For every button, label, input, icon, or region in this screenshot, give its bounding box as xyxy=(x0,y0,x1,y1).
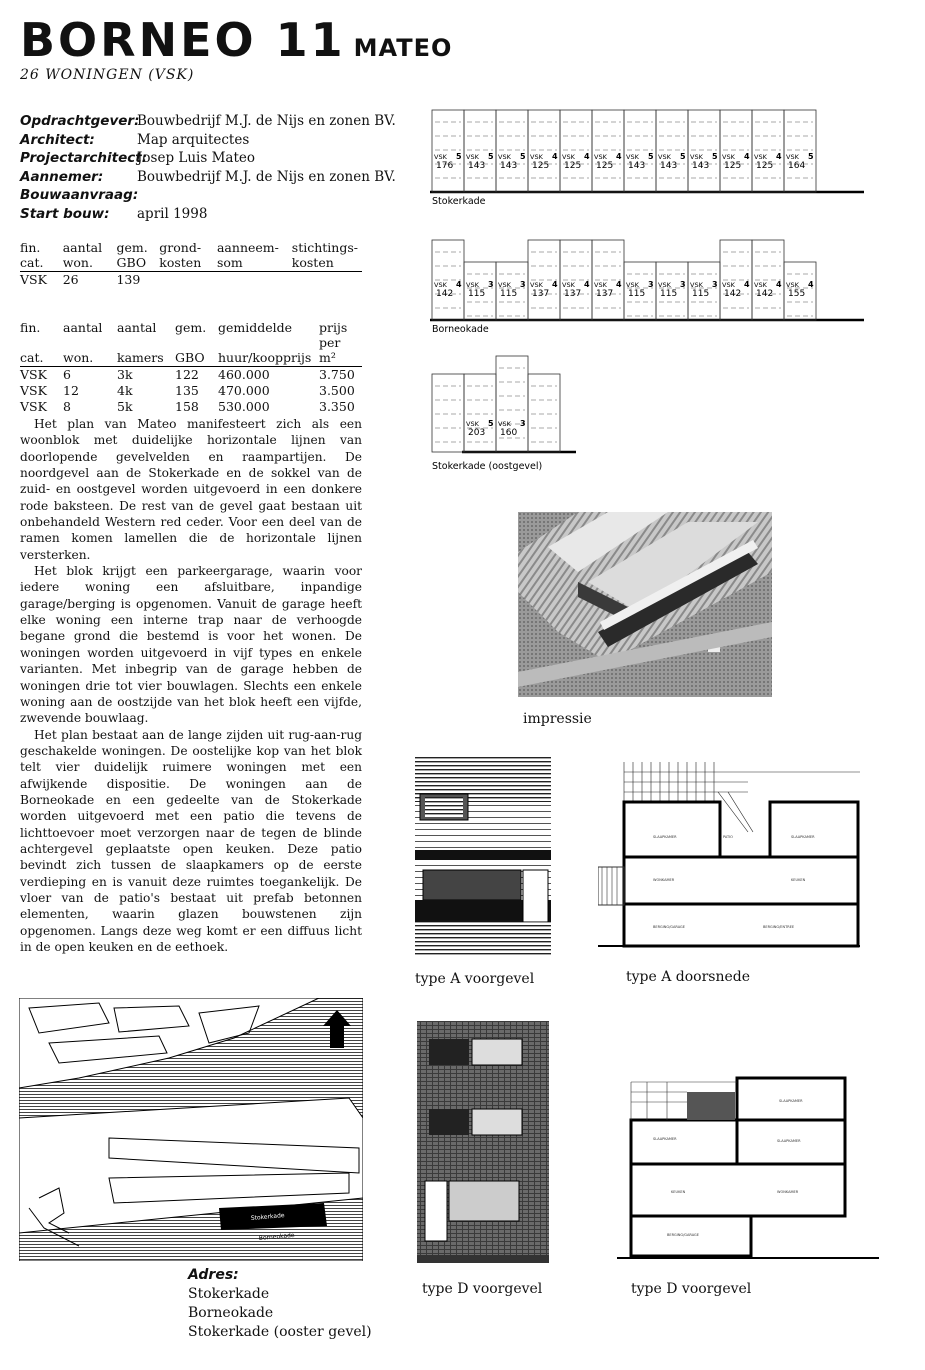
unit-gbo: 125 xyxy=(532,161,550,171)
credit-row xyxy=(20,205,370,224)
unit-gbo: 160 xyxy=(500,428,518,438)
table-cell: 26 xyxy=(62,272,79,287)
svg-text:BERGING/GARAGE: BERGING/GARAGE xyxy=(667,1233,699,1237)
unit-category: VSK xyxy=(722,281,735,289)
map-label: Stokerkade xyxy=(250,1212,285,1222)
table-cell: 3.750 xyxy=(319,367,355,382)
svg-text:SLAAPKAMER: SLAAPKAMER xyxy=(777,1139,801,1143)
unit-cell xyxy=(432,110,464,192)
credits-list xyxy=(20,112,396,223)
unit-rooms: 5 xyxy=(712,152,718,161)
address-heading: Adres: xyxy=(188,1267,239,1283)
svg-text:SLAAPKAMER: SLAAPKAMER xyxy=(653,835,677,839)
type-d-voorgevel-drawing xyxy=(417,1021,549,1263)
unit-category: VSK xyxy=(466,420,479,428)
unit-outline xyxy=(752,110,784,192)
price-table xyxy=(20,320,362,415)
unit-outline xyxy=(432,110,464,192)
unit-cell xyxy=(496,262,528,320)
credit-label: Opdrachtgever: xyxy=(20,113,140,129)
unit-cell xyxy=(688,110,720,192)
svg-text:BERGING/ENTREE: BERGING/ENTREE xyxy=(763,925,795,929)
column-header: won. xyxy=(63,335,117,367)
unit-category: VSK xyxy=(690,153,703,161)
unit-cell xyxy=(656,262,688,320)
impressie-photo xyxy=(518,512,772,697)
unit-gbo: 115 xyxy=(468,289,486,299)
credit-value: Bouwbedrijf M.J. de Nijs en zonen BV. xyxy=(137,113,396,129)
unit-category: VSK xyxy=(594,153,607,161)
column-header: prijs xyxy=(319,320,348,335)
column-header: fin. xyxy=(20,320,41,335)
type-a-voorgevel-caption: type A voorgevel xyxy=(415,971,535,987)
unit-category: VSK xyxy=(786,281,799,289)
table-row xyxy=(20,399,362,415)
unit-outline xyxy=(560,110,592,192)
unit-rooms: 4 xyxy=(616,152,622,161)
column-header: won. xyxy=(63,255,117,272)
unit-category: VSK xyxy=(754,281,767,289)
paragraph: Het plan bestaat aan de lange zijden uit rug-aan-rug geschakelde woningen. De oostelijke kop van het blok telt vier duidelijk ruimere woningen met een afwijkende dispositie. De woningen aan de Borneokade en een gedeelte van de Stokerkade worden uitgevoerd met een patio die tevens de lichttoevoer moet verzorgen naar de tegen de blinde achtergevel geplaatste open keuken. Deze patio bevindt zich tussen de slaapkamers op de eerste verdieping en is vanuit deze ruimtes toegankelijk. De vloer van de patio's bestaat uit prefab betonnen elementen, waarin glazen bouwstenen zijn opgenomen. Langs deze weg komt er een diffuus licht in de open keuken en de eethoek. xyxy=(20,727,362,954)
table-cell: 122 xyxy=(175,367,199,382)
elevation-label: Borneokade xyxy=(432,324,489,335)
unit-rooms: 4 xyxy=(808,280,814,289)
unit-gbo: 115 xyxy=(692,289,710,299)
body-text xyxy=(20,416,362,955)
column-header: huur/koopprijs xyxy=(218,335,319,367)
table-cell: 139 xyxy=(116,272,141,287)
column-header: grond- xyxy=(159,240,202,255)
unit-rooms: 3 xyxy=(488,280,494,289)
credit-label: Projectarchitect: xyxy=(20,150,148,166)
table-cell: 470.000 xyxy=(218,383,270,398)
unit-category: VSK xyxy=(690,281,703,289)
table-cell: VSK xyxy=(20,383,47,398)
unit-category: VSK xyxy=(530,281,543,289)
table-cell: VSK xyxy=(20,272,47,287)
address-block xyxy=(188,1266,372,1342)
type-d-voorgevel-caption-right: type D voorgevel xyxy=(631,1281,752,1297)
type-d-section-drawing xyxy=(617,1074,879,1264)
unit-gbo: 155 xyxy=(788,289,806,299)
unit-cell xyxy=(592,110,624,192)
table-cell: VSK xyxy=(20,399,47,414)
unit-gbo: 164 xyxy=(788,161,806,171)
credit-label: Aannemer: xyxy=(20,168,104,185)
unit-gbo: 115 xyxy=(500,289,518,299)
column-header: GBO xyxy=(175,335,218,367)
unit-gbo: 115 xyxy=(660,289,678,299)
page-title xyxy=(20,14,452,74)
map-label: Borneokade xyxy=(258,1231,295,1242)
credit-row xyxy=(20,131,370,150)
unit-cell xyxy=(560,240,592,320)
unit-outline xyxy=(656,110,688,192)
column-header: kosten xyxy=(292,255,362,272)
column-header: stichtings- xyxy=(291,240,358,255)
unit-gbo: 137 xyxy=(564,289,582,299)
unit-rooms: 4 xyxy=(776,152,782,161)
table-cell: 158 xyxy=(175,399,199,414)
type-a-voorgevel-drawing xyxy=(415,757,551,957)
unit-cell xyxy=(528,110,560,192)
credit-label: Start bouw: xyxy=(20,205,110,222)
unit-cell xyxy=(784,110,816,192)
svg-text:SLAAPKAMER: SLAAPKAMER xyxy=(791,835,815,839)
unit-category: VSK xyxy=(498,420,511,428)
unit-rooms: 5 xyxy=(456,152,462,161)
unit-rooms: 5 xyxy=(808,152,814,161)
unit-rooms: 4 xyxy=(552,280,558,289)
unit-cell xyxy=(624,110,656,192)
architect-tag: MATEO xyxy=(353,34,453,62)
credit-value: Map arquitectes xyxy=(137,131,250,148)
type-a-doorsnede-caption: type A doorsnede xyxy=(626,969,751,985)
unit-cell xyxy=(464,374,496,452)
site-map xyxy=(19,998,363,1261)
cost-table xyxy=(20,240,362,288)
unit-rooms: 5 xyxy=(488,152,494,161)
address-line: Stokerkade xyxy=(188,1286,270,1302)
unit-rooms: 5 xyxy=(520,152,526,161)
unit-rooms: 3 xyxy=(520,280,526,289)
unit-rooms: 4 xyxy=(776,280,782,289)
column-header: som xyxy=(217,255,292,272)
table-row xyxy=(20,367,362,384)
unit-category: VSK xyxy=(658,281,671,289)
unit-gbo: 125 xyxy=(724,161,742,171)
column-header: aantal xyxy=(63,320,103,335)
unit-gbo: 125 xyxy=(596,161,614,171)
column-header: gem. xyxy=(175,320,207,335)
unit-outline xyxy=(528,110,560,192)
table-cell: VSK xyxy=(20,367,47,382)
svg-text:PATIO: PATIO xyxy=(723,835,733,839)
elevations-diagram xyxy=(418,100,878,485)
svg-text:WONKAMER: WONKAMER xyxy=(777,1190,799,1194)
unit-category: VSK xyxy=(562,153,575,161)
credit-row xyxy=(20,112,396,131)
borneokade-elevation xyxy=(430,240,864,320)
unit-category: VSK xyxy=(786,153,799,161)
column-header: per m² xyxy=(319,335,362,367)
column-header: aantal xyxy=(117,320,157,335)
unit-category: VSK xyxy=(434,153,447,161)
credit-row xyxy=(20,186,370,205)
table-cell xyxy=(217,272,292,289)
unit-rooms: 4 xyxy=(744,280,750,289)
unit-gbo: 143 xyxy=(628,161,646,171)
unit-rooms: 4 xyxy=(744,152,750,161)
credit-row xyxy=(20,149,370,168)
unit-outline xyxy=(464,110,496,192)
address-line: Borneokade xyxy=(188,1305,274,1321)
unit-category: VSK xyxy=(626,281,639,289)
unit-gbo: 137 xyxy=(532,289,550,299)
table-cell: 5k xyxy=(117,399,133,414)
unit-cell xyxy=(496,110,528,192)
unit-outline xyxy=(784,110,816,192)
unit-gbo: 137 xyxy=(596,289,614,299)
column-header: fin. xyxy=(20,240,41,255)
paragraph: Het plan van Mateo manifesteert zich als een woonblok met duidelijke horizontale lijnen van doorlopende gevelvelden en raampartijen. De noordgevel aan de Stokerkade en de sokkel van de zuid- en oostgevel worden uitgevoerd in een donkere rode baksteen. De rest van de gevel gaat bestaan uit onbehandeld Western red ceder. Voor een deel van de ramen komen lamellen die de horizontale lijnen versterken. xyxy=(20,417,362,562)
column-header: aantal xyxy=(62,240,103,255)
unit-cell xyxy=(752,240,784,320)
unit-cell xyxy=(784,262,816,320)
unit-gbo: 143 xyxy=(468,161,486,171)
unit-gbo: 142 xyxy=(436,289,454,299)
unit-outline xyxy=(688,110,720,192)
unit-gbo: 115 xyxy=(628,289,646,299)
unit-gbo: 142 xyxy=(724,289,742,299)
unit-category: VSK xyxy=(498,281,511,289)
unit-gbo: 143 xyxy=(660,161,678,171)
unit-cell xyxy=(624,262,656,320)
table-cell: 460.000 xyxy=(218,367,270,382)
table-cell: 135 xyxy=(175,383,199,398)
column-header: aanneem- xyxy=(216,240,279,255)
svg-text:SLAAPKAMER: SLAAPKAMER xyxy=(653,1137,677,1141)
column-header: cat. xyxy=(20,255,63,272)
unit-cell xyxy=(496,356,528,452)
subtitle: 26 WONINGEN (VSK) xyxy=(20,67,195,83)
unit-cell xyxy=(752,110,784,192)
credit-value: Josep Luis Mateo xyxy=(137,150,255,166)
unit-rooms: 3 xyxy=(648,280,654,289)
unit-category: VSK xyxy=(594,281,607,289)
unit-category: VSK xyxy=(754,153,767,161)
unit-category: VSK xyxy=(434,281,447,289)
unit-rooms: 5 xyxy=(680,152,686,161)
unit-cell xyxy=(720,110,752,192)
unit-cell xyxy=(464,262,496,320)
table-cell: 3k xyxy=(117,367,133,382)
column-header: kosten xyxy=(159,255,217,272)
unit-category: VSK xyxy=(562,281,575,289)
unit-rooms: 4 xyxy=(456,280,462,289)
credit-row xyxy=(20,168,396,187)
unit-gbo: 203 xyxy=(468,428,486,438)
unit-category: VSK xyxy=(498,153,511,161)
unit-cell xyxy=(528,240,560,320)
table-cell xyxy=(159,272,217,289)
unit-rooms: 4 xyxy=(584,152,590,161)
unit-outline xyxy=(592,110,624,192)
unit-cell xyxy=(688,262,720,320)
type-d-voorgevel-caption-left: type D voorgevel xyxy=(422,1281,543,1297)
unit-category: VSK xyxy=(530,153,543,161)
table-row xyxy=(20,272,362,289)
address-line: Stokerkade (ooster gevel) xyxy=(188,1324,372,1340)
unit-rooms: 5 xyxy=(648,152,654,161)
unit-rooms: 3 xyxy=(712,280,718,289)
unit-category: VSK xyxy=(658,153,671,161)
unit-rooms: 4 xyxy=(552,152,558,161)
unit-category: VSK xyxy=(626,153,639,161)
table-cell: 530.000 xyxy=(218,399,270,414)
column-header: gem. xyxy=(116,240,148,255)
unit-category: VSK xyxy=(466,281,479,289)
unit-outline xyxy=(720,110,752,192)
type-a-doorsnede-drawing xyxy=(598,762,860,952)
credit-value: Bouwbedrijf M.J. de Nijs en zonen BV. xyxy=(137,168,396,185)
unit-cell xyxy=(464,110,496,192)
unit-gbo: 176 xyxy=(436,161,454,171)
unit-cell xyxy=(432,240,464,320)
column-header: kamers xyxy=(117,335,175,367)
unit-cell xyxy=(592,240,624,320)
table-cell xyxy=(292,272,362,289)
svg-text:KEUKEN: KEUKEN xyxy=(791,878,806,882)
unit-gbo: 125 xyxy=(756,161,774,171)
paragraph: Het blok krijgt een parkeergarage, waarin voor iedere woning een afsluitbare, inpandige garage/berging is opgenomen. Vanuit de garage heeft elke woning een interne trap naar de verhoogde begane grond die bestemd is voor het wonen. De woningen worden uitgevoerd in vijf types en enkele varianten. Met inbegrip van de garage hebben de woningen drie tot vier bouwlagen. Slechts een enkele woning aan de oostzijde van het blok heeft een vijfde, zwevende bouwlaag. xyxy=(20,564,362,726)
svg-text:BERGING/GARAGE: BERGING/GARAGE xyxy=(653,925,685,929)
stokerkade-elevation xyxy=(430,110,864,192)
table-cell: 4k xyxy=(117,383,133,398)
unit-category: VSK xyxy=(466,153,479,161)
unit-gbo: 143 xyxy=(692,161,710,171)
unit-rooms: 4 xyxy=(616,280,622,289)
table-row xyxy=(20,383,362,399)
elevation-label: Stokerkade (oostgevel) xyxy=(432,461,543,472)
unit-gbo: 142 xyxy=(756,289,774,299)
unit-rooms: 5 xyxy=(488,419,494,428)
impressie-caption: impressie xyxy=(523,711,592,727)
table-cell: 6 xyxy=(63,367,71,382)
table-cell: 3.500 xyxy=(319,383,355,398)
unit-cell xyxy=(560,110,592,192)
table-cell: 12 xyxy=(63,383,79,398)
unit-gbo: 143 xyxy=(500,161,518,171)
unit-gbo: 125 xyxy=(564,161,582,171)
svg-text:WONKAMER: WONKAMER xyxy=(653,878,675,882)
column-header: GBO xyxy=(116,255,159,272)
unit-cell xyxy=(720,240,752,320)
credit-label: Bouwaanvraag: xyxy=(20,187,139,203)
unit-rooms: 4 xyxy=(584,280,590,289)
oostgevel-elevation xyxy=(432,356,576,452)
unit-outline xyxy=(624,110,656,192)
unit-cell xyxy=(656,110,688,192)
unit-category: VSK xyxy=(722,153,735,161)
credit-value: april 1998 xyxy=(137,205,208,222)
unit-outline xyxy=(496,110,528,192)
project-title: BORNEO 11 xyxy=(20,13,346,67)
unit-rooms: 3 xyxy=(520,419,526,428)
column-header: gemiddelde xyxy=(218,320,293,335)
svg-text:SLAAPKAMER: SLAAPKAMER xyxy=(779,1099,803,1103)
column-header: cat. xyxy=(20,335,63,367)
svg-text:KEUKEN: KEUKEN xyxy=(671,1190,686,1194)
table-cell: 3.350 xyxy=(319,399,355,414)
credit-label: Architect: xyxy=(20,131,95,148)
table-cell: 8 xyxy=(63,399,71,414)
unit-rooms: 3 xyxy=(680,280,686,289)
elevation-label: Stokerkade xyxy=(432,196,486,207)
